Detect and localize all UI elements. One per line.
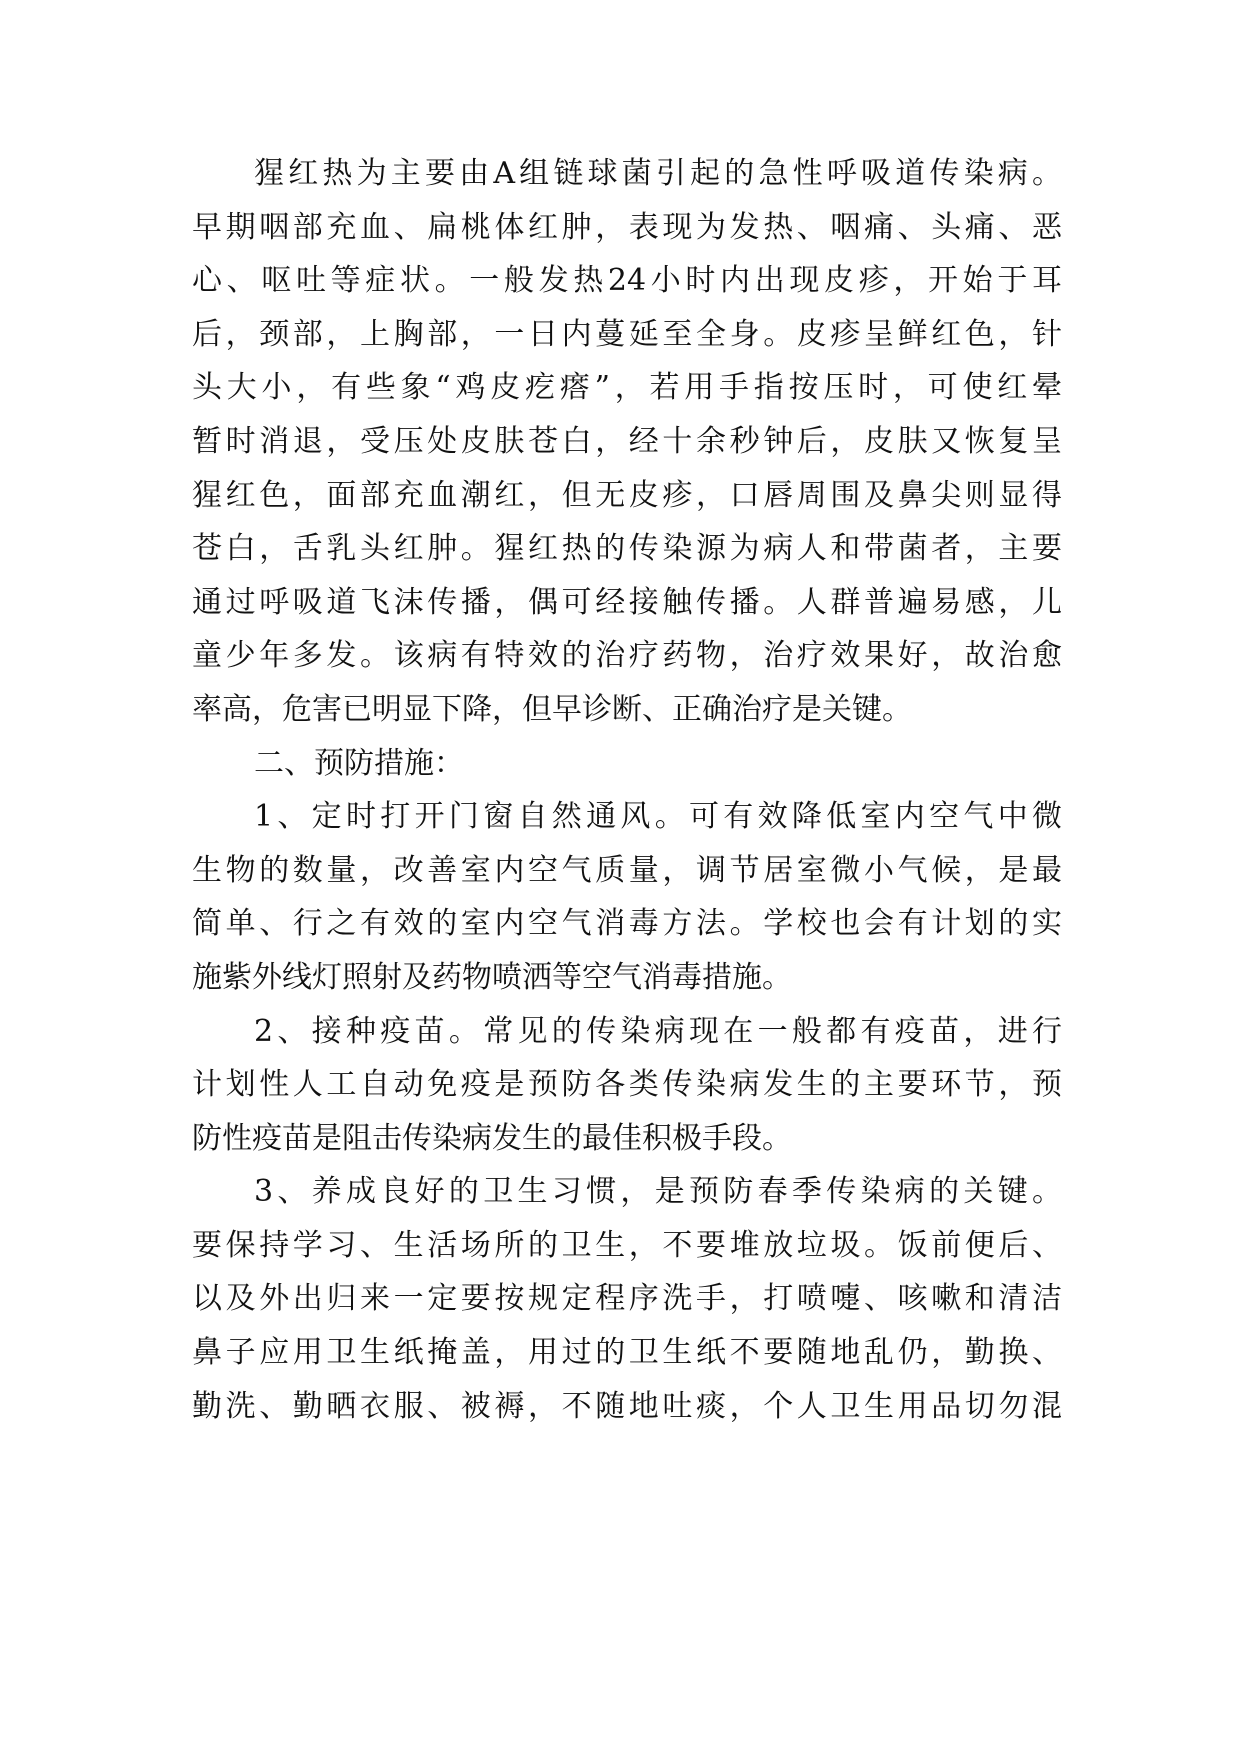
text-line: 猩红热为主要由A组链球菌引起的急性呼吸道传染病。 (254, 156, 1062, 191)
text-line: 心、呕吐等症状。一般发热24小时内出现皮疹，开始于耳 (192, 263, 1062, 299)
text-line: 要保持学习、生活场所的卫生，不要堆放垃圾。饭前便后、 (192, 1227, 1062, 1263)
text-line: 防性疫苗是阻击传染病发生的最佳积极手段。 (192, 1120, 792, 1156)
text-line: 童少年多发。该病有特效的治疗药物，治疗效果好，故治愈 (192, 638, 1062, 674)
text-line: 1、定时打开门窗自然通风。可有效降低室内空气中微 (254, 799, 1062, 835)
text-line: 鼻子应用卫生纸掩盖，用过的卫生纸不要随地乱仍，勤换、 (192, 1335, 1062, 1371)
text-line: 头大小，有些象“鸡皮疙瘩”，若用手指按压时，可使红晕 (192, 370, 1062, 406)
text-line: 率高，危害已明显下降，但早诊断、正确治疗是关键。 (192, 691, 912, 727)
text-line: 早期咽部充血、扁桃体红肿，表现为发热、咽痛、头痛、恶 (192, 209, 1062, 245)
text-line: 生物的数量，改善室内空气质量，调节居室微小气候，是最 (192, 852, 1062, 888)
text-line: 简单、行之有效的室内空气消毒方法。学校也会有计划的实 (192, 906, 1062, 942)
section-heading: 二、预防措施： (254, 745, 464, 781)
text-line: 苍白，舌乳头红肿。猩红热的传染源为病人和带菌者，主要 (192, 531, 1062, 567)
text-line: 计划性人工自动免疫是预防各类传染病发生的主要环节，预 (192, 1067, 1062, 1103)
text-line: 后，颈部，上胸部，一日内蔓延至全身。皮疹呈鲜红色，针 (192, 316, 1062, 352)
body-text (192, 150, 1062, 1436)
text-line: 2、接种疫苗。常见的传染病现在一般都有疫苗，进行 (254, 1013, 1062, 1049)
text-line: 勤洗、勤晒衣服、被褥，不随地吐痰，个人卫生用品切勿混 (192, 1388, 1062, 1424)
text-line: 猩红色，面部充血潮红，但无皮疹，口唇周围及鼻尖则显得 (192, 477, 1062, 513)
text-line: 以及外出归来一定要按规定程序洗手，打喷嚏、咳嗽和清洁 (192, 1281, 1062, 1317)
text-line: 通过呼吸道飞沫传播，偶可经接触传播。人群普遍易感，儿 (192, 584, 1062, 620)
text-line: 施紫外线灯照射及药物喷洒等空气消毒措施。 (192, 959, 792, 995)
text-line: 3、养成良好的卫生习惯，是预防春季传染病的关键。 (254, 1174, 1062, 1210)
text-line: 暂时消退，受压处皮肤苍白，经十余秒钟后，皮肤又恢复呈 (192, 423, 1062, 459)
